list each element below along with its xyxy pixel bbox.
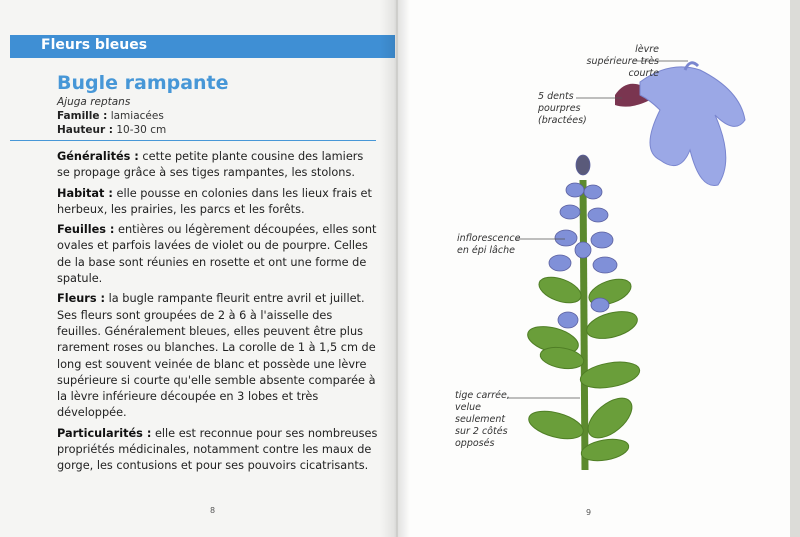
family-label: Famille : [57, 110, 108, 122]
text: entières ou légèrement découpées, elles sont ovales et parfois lavées de violet ou de pourpre. Celles de la base sont réunies en rosette et ont une forme de spatule. [57, 223, 377, 286]
flower-closeup [615, 63, 745, 186]
page-number-right: 9 [586, 508, 592, 517]
label: Feuilles : [57, 223, 115, 237]
plant-stem [583, 180, 585, 470]
annotation-upper-lip: lèvre supérieure très courte [586, 44, 659, 79]
text: cette petite plante cousine des lamiers se propage grâce à ses tiges rampantes, les stolons. [57, 150, 364, 180]
text: elle est reconnue pour ses nombreuses propriétés médicinales, notamment contre les maux de gorge, les contusions et pour ses pouvoirs cicatrisants. [57, 426, 378, 473]
section-title: Fleurs bleues [41, 37, 148, 53]
label: Fleurs : [57, 292, 106, 306]
annotation-teeth: 5 dents pourpres (bractées) [538, 91, 587, 126]
annotation-stem: tige carrée, velue seulement sur 2 côtés opposés [455, 390, 510, 449]
height-label: Hauteur : [57, 124, 113, 136]
text: la bugle rampante fleurit entre avril et juillet. Ses fleurs sont groupées de 2 à 6 à l'aisselle des feuilles. Généralement bleues, elles peuvent être plus rarement roses ou blanches. La corolle de 1 à 1,5 cm de long est souvent veinée de blanc et possède une lèvre supérieure si courte qu'elle semble absente comparée à la lèvre inférieure découpée en 3 lobes et très développée. [57, 292, 376, 420]
text: elle pousse en colonies dans les lieux frais et herbeux, les prairies, les parcs et les forêts. [57, 186, 372, 216]
label: Particularités : [57, 426, 152, 440]
latin-name: Ajuga reptans [57, 96, 131, 108]
family-value: lamiacées [110, 110, 164, 122]
label: Habitat : [57, 186, 113, 200]
page-number-left: 8 [210, 506, 216, 515]
height-value: 10-30 cm [116, 124, 167, 136]
label: Généralités : [57, 150, 139, 163]
plant-name: Bugle rampante [57, 72, 229, 94]
annotation-inflorescence: inflorescence en épi lâche [457, 233, 521, 256]
